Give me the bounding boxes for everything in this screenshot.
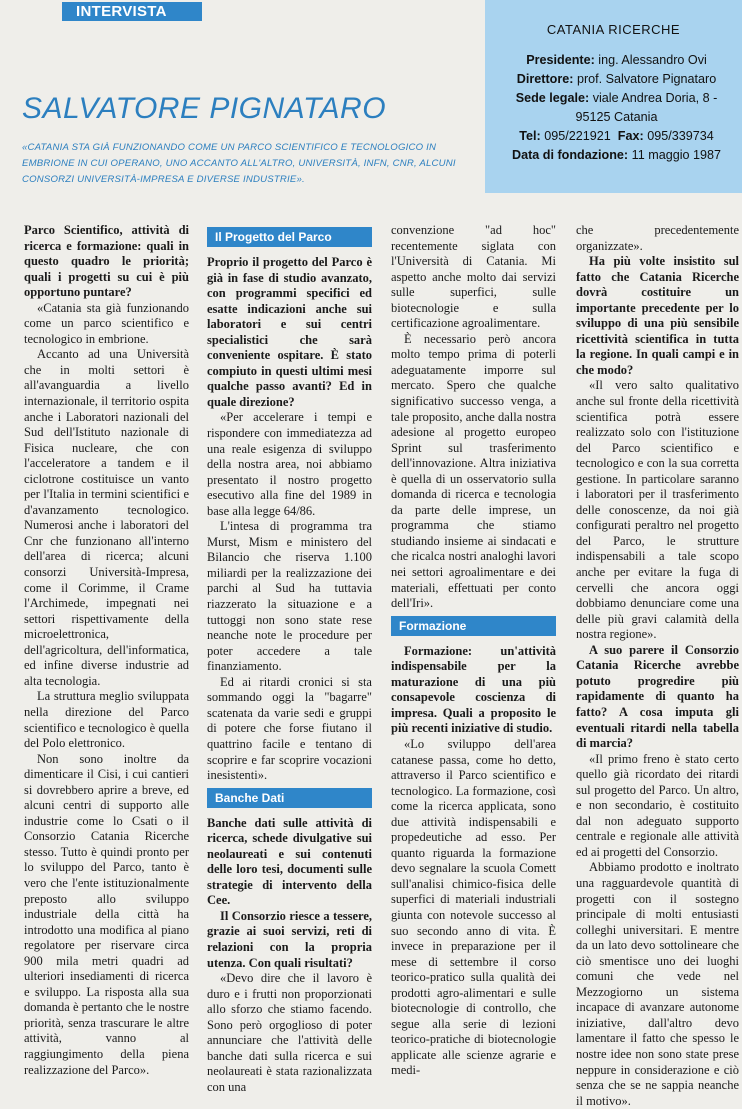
column-3 — [391, 223, 556, 1079]
question: Formazione: un'attività indispensabile per la maturazione di una più consapevole coscienza di impresa. Quali a proposito le più recenti iniziative di studio. — [391, 643, 556, 736]
answer-paragraph: «Devo dire che il lavoro è duro e i frutti non proporzionati allo sforzo che stiamo facendo. Sono però orgoglioso di poter annunciare che l'attività delle banche dati sulla ricerca e sui neolaureati è stata razionalizzata con una — [207, 971, 372, 1094]
answer-paragraph: «Catania sta già funzionando come un parco scientifico e tecnologico in embrione. — [24, 300, 189, 346]
section-tag: INTERVISTA — [62, 2, 202, 21]
info-founded: Data di fondazione: 11 maggio 1987 — [511, 148, 722, 162]
answer-paragraph: L'intesa di programma tra Murst, Mism e ministero del Bilancio che riserva 1.100 miliardi per la realizzazione dei parchi al Sud ha tuttavia riazzerato la situazione e a tuttoggi non sono state rese neanche note le procedure per poter accedere a tale finanziamento. — [207, 519, 372, 674]
answer-paragraph: Abbiamo prodotto e inoltrato una ragguardevole quantità di progetti con il sostegno principale di molti entusiasti colleghi universitari. E mentre da un lato devo sottolineare che ciò smentisce uno dei luoghi comuni che vede nel Mezzogiorno un sistema incapace di avanzare autonome iniziative, dall'altro devo lamentare il fatto che spesso le nostre idee non sono state prese neppure in considerazione e ciò senza che se ne sappia neanche il motivo». — [576, 860, 739, 1108]
answer-paragraph: convenzione "ad hoc" recentemente siglata con l'Università di Catania. Mi aspetto anche molto dai servizi sulle superfici, sulle biotecnologie e sulla certificazione agroalimentare. — [391, 223, 556, 331]
info-phone-fax: Tel: 095/221921 Fax: 095/339734 — [519, 129, 714, 143]
question: Ha più volte insistito sul fatto che Catania Ricerche dovrà costituire un importante precedente per lo sviluppo di una più sensibile ricettività scientifica in tutta la regione. In quali campi e in che modo? — [576, 254, 739, 377]
info-facts — [485, 51, 742, 165]
article-subtitle: «CATANIA STA GIÀ FUNZIONANDO COME UN PARCO SCIENTIFICO E TECNOLOGICO IN EMBRIONE IN CUI OPERANO, UNO ACCANTO ALL'ALTRO, UNIVERSITÀ, INFN, CNR, ALCUNI CONSORZI UNIVERSITÀ-IMPRESA E DIVERSE INDUSTRIE». — [22, 142, 456, 185]
question: A suo parere il Consorzio Catania Ricerche avrebbe potuto progredire più rapidamente di quanto ha fatto? A cosa imputa gli eventuali ritardi nella tabella di marcia? — [576, 642, 739, 751]
info-president: Presidente: ing. Alessandro Ovi — [526, 53, 707, 67]
info-org-name: CATANIA RICERCHE — [546, 22, 681, 37]
answer-paragraph: «Il primo freno è stato certo quello già ricordato dei ritardi sul progetto del Parco. Un altro, e non secondario, è costituito dal non adeguato supporto centrale e regionale alle attività ed ai progetti del Consorzio. — [576, 751, 739, 859]
answer-paragraph: Accanto ad una Università che in molti settori è all'avanguardia a livello internazionale, il territorio ospita anche i Laboratori nazionali del Sud dell'Istituto nazionale di Fisica nucleare, che con l'acceleratore a tandem e il ciclotrone costituisce un vanto per l'Italia in termini scientifici e d'avanzamento tecnologico. Numerosi anche i laboratori del Cnr che funzionano all'interno dell'area di ricerca; alcuni consorzi Università-Impresa, come il Corimme, il Crame l'Archimede, impegnati nei settori rispettivamente della microelettronica, dell'agricoltura, dell'informatica, ed infine diverse industrie ad alta tecnologia. — [24, 347, 189, 688]
question: Proprio il progetto del Parco è già in fase di studio avanzato, con programmi specifici ed esatte indicazioni anche sui laboratori e sui centri specialistici che sarà conveniente ospitare. È stato compiuto in questi ultimi mesi qualche passo avanti? Ed in quale direzione? — [207, 255, 372, 409]
column-2 — [207, 223, 372, 1095]
column-4 — [576, 223, 739, 1109]
article-title: SALVATORE PIGNATARO — [22, 92, 387, 125]
answer-paragraph: La struttura meglio sviluppata nella direzione del Parco scientifico e tecnologico è quella del Polo elettronico. — [24, 689, 189, 751]
info-box — [485, 0, 742, 193]
question: Il Consorzio riesce a tessere, grazie ai suoi servizi, reti di relazioni con la propria utenza. Con quali risultati? — [207, 908, 372, 970]
answer-paragraph: che precedentemente organizzate». — [576, 223, 739, 253]
info-director: Direttore: prof. Salvatore Pignataro — [516, 72, 717, 86]
answer-paragraph: Non sono inoltre da dimenticare il Cisi, i cui cantieri si dovrebbero aprire a breve, ed alcuni centri di supporto alle industrie come lo Csati o il Consorzio Catania Ricerche stesso. Tutto è quindi pronto per lo sviluppo del Parco, tanto è vero che l'ente istituzionalmente preposto allo sviluppo industriale della città ha introdotto una modifica al piano regolatore per riservare circa 900 mila metri quadri ad ulteriori insediamenti di ricerca e sviluppo. La risposta alla sua domanda è pertanto che le nostre priorità, senza trascurare le altre attività, vanno al raggiungimento della piena realizzazione del Parco». — [24, 751, 189, 1077]
section-heading-formazione: Formazione — [391, 616, 556, 636]
answer-paragraph: Ed ai ritardi cronici si sta sommando oggi la "bagarre" scatenata da varie sedi e gruppi di potere che forse fiutano il quattrino facile e tentano di scoprire e far scoprire vocazioni inesistenti». — [207, 674, 372, 783]
column-1 — [24, 223, 189, 1078]
question: Parco Scientifico, attività di ricerca e formazione: quali in questo quadro le priorità; quali i progetti su cui è più opportuno puntare? — [24, 223, 189, 300]
section-heading-banche-dati: Banche Dati — [207, 788, 372, 808]
answer-paragraph: «Lo sviluppo dell'area catanese passa, come ho detto, attraverso il Parco scientifico e tecnologico. La formazione, così come la ricerca applicata, sono due attività indispensabili e propedeutiche ad esso. Per quanto riguarda la formazione devo segnalare la scuola Comett sull'analisi chimico-fisica delle superfici di materiali industriali giunta con notevole successo al suo secondo anno di vita. È invece in preparazione per il mese di settembre il corso teorico-pratico sulla qualità dei prodotti agro-alimentari e sulle biotecnologie di controllo, che segue alla serie di lezioni teorico-pratiche di biotecnologie applicate alle scienze agrarie e medi- — [391, 736, 556, 1078]
section-heading-progetto: Il Progetto del Parco — [207, 227, 372, 247]
info-address: Sede legale: viale Andrea Doria, 8 - 95125 Catania — [515, 91, 718, 124]
answer-paragraph: È necessario però ancora molto tempo prima di poterli adeguatamente imporre sul mercato. Spero che qualche significativo successo venga, a tale proposito, anche dalla nostra adesione al progetto europeo Sprint sul trasferimento dell'innovazione. Altra iniziativa è quella di un osservatorio sulla domanda di ricerca e tecnologia da parte delle imprese, un programma che stiamo studiando insieme ai sindacati e che ricalca nostri analoghi lavori nei settori agroalimentare e dei materiali, effettuati per conto dell'Iri». — [391, 331, 556, 611]
answer-paragraph: «Il vero salto qualitativo anche sul fronte della ricettività scientifica potrà essere realizzato solo con l'istituzione del Parco scientifico e tecnologico e con la sua corretta gestione. In particolare saranno i laboratori per il trasferimento delle conoscenze, da noi già configurati peraltro nel progetto del Parco, le strutture indispensabili a tale scopo anche per evitare la fuga di cervelli che ancora oggi dobbiamo denunciare come una delle più gravi calamità della nostra regione». — [576, 378, 739, 642]
answer-paragraph: «Per accelerare i tempi e rispondere con immediatezza ad una reale esigenza di sviluppo della nostra area, noi abbiamo presentato il nostro progetto esecutivo alla fine del 1989 in base alla legge 64/86. — [207, 410, 372, 518]
question: Banche dati sulle attività di ricerca, schede divulgative sui neolaureati e sui contenuti delle loro tesi, documenti sulle strategie di intervento della Cee. — [207, 815, 372, 908]
